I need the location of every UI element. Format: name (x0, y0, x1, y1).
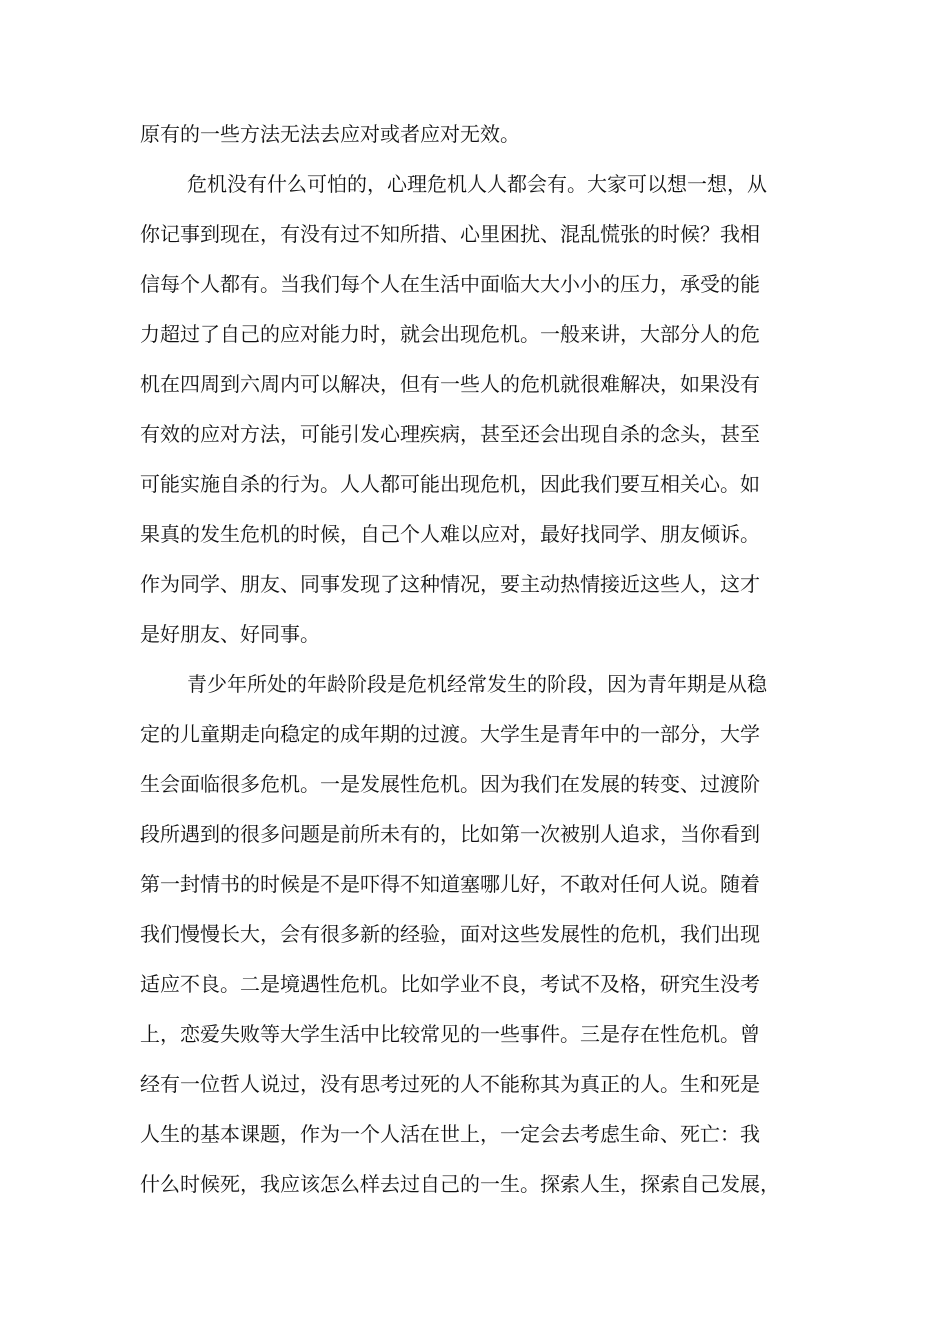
text-line: 原有的一些方法无法去应对或者应对无效。 (140, 122, 520, 146)
text-line: 作为同学、朋友、同事发现了这种情况，要主动热情接近这些人，这才 (140, 572, 760, 596)
text-line: 机在四周到六周内可以解决，但有一些人的危机就很难解决，如果没有 (140, 372, 760, 396)
text-line: 是好朋友、好同事。 (140, 622, 320, 646)
text-line: 力超过了自己的应对能力时，就会出现危机。一般来讲，大部分人的危 (140, 322, 760, 346)
text-line: 第一封情书的时候是不是吓得不知道塞哪儿好，不敢对任何人说。随着 (140, 872, 760, 896)
text-line: 你记事到现在，有没有过不知所措、心里困扰、混乱慌张的时候？我相 (140, 222, 760, 246)
text-line: 有效的应对方法，可能引发心理疾病，甚至还会出现自杀的念头，甚至 (140, 422, 760, 446)
text-line: 信每个人都有。当我们每个人在生活中面临大大小小的压力，承受的能 (140, 272, 760, 296)
text-line: 生会面临很多危机。一是发展性危机。因为我们在发展的转变、过渡阶 (140, 772, 760, 796)
text-line: 果真的发生危机的时候，自己个人难以应对，最好找同学、朋友倾诉。 (140, 522, 760, 546)
text-line: 可能实施自杀的行为。人人都可能出现危机，因此我们要互相关心。如 (140, 472, 760, 496)
text-line: 适应不良。二是境遇性危机。比如学业不良，考试不及格，研究生没考 (140, 972, 760, 996)
text-line: 上，恋爱失败等大学生活中比较常见的一些事件。三是存在性危机。曾 (140, 1022, 760, 1046)
text-line: 人生的基本课题，作为一个人活在世上，一定会去考虑生命、死亡：我 (140, 1122, 760, 1146)
text-line: 定的儿童期走向稳定的成年期的过渡。大学生是青年中的一部分，大学 (140, 722, 760, 746)
text-line: 段所遇到的很多问题是前所未有的，比如第一次被别人追求，当你看到 (140, 822, 760, 846)
paragraph-first-line: 危机没有什么可怕的，心理危机人人都会有。大家可以想一想，从 (187, 172, 767, 196)
paragraph-first-line: 青少年所处的年龄阶段是危机经常发生的阶段，因为青年期是从稳 (187, 672, 767, 696)
text-line: 经有一位哲人说过，没有思考过死的人不能称其为真正的人。生和死是 (140, 1072, 760, 1096)
text-line: 什么时候死，我应该怎么样去过自己的一生。探索人生，探索自己发展， (140, 1172, 780, 1196)
text-line: 我们慢慢长大，会有很多新的经验，面对这些发展性的危机，我们出现 (140, 922, 760, 946)
